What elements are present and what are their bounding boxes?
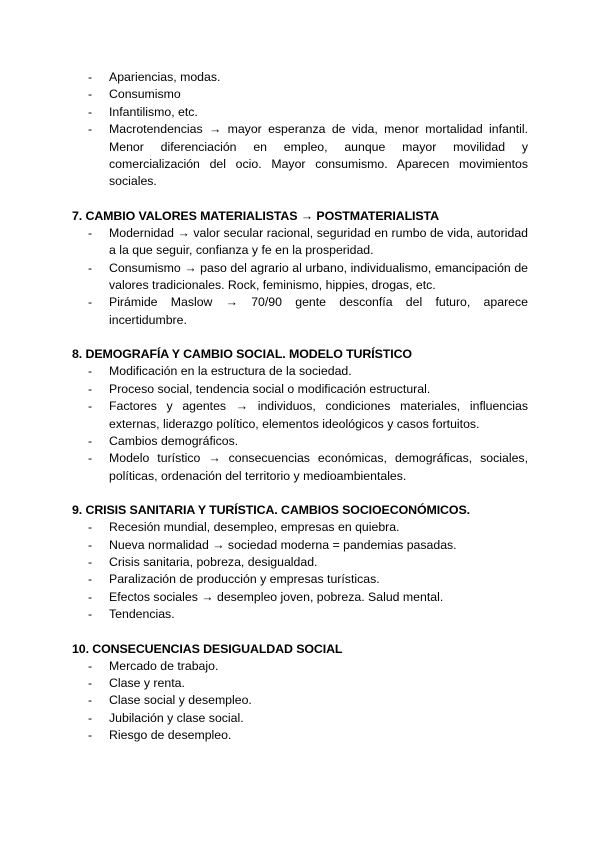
- list-item-text: Modificación en la estructura de la sociedad.: [109, 364, 352, 379]
- list-item-text: Modelo turístico → consecuencias económicas, demográficas, sociales, políticas, ordenación del territorio y medioambientales.: [109, 451, 528, 483]
- list-item: [72, 675, 528, 692]
- bullet-dash: -: [88, 87, 93, 102]
- bullet-dash: -: [88, 572, 93, 587]
- bullet-dash: -: [88, 607, 93, 622]
- list-item-text: Paralización de producción y empresas turísticas.: [109, 572, 380, 587]
- intro-list: [72, 69, 528, 191]
- bullet-dash: -: [88, 554, 93, 569]
- bullet-dash: -: [88, 451, 93, 466]
- list-item: [72, 519, 528, 536]
- list-item-text: Consumismo: [109, 87, 181, 102]
- list-item: [72, 727, 528, 744]
- bullet-dash: -: [88, 710, 93, 725]
- document-content: [72, 69, 528, 745]
- list-item: [72, 433, 528, 450]
- bullet-dash: -: [88, 70, 93, 84]
- list-item: [72, 589, 528, 606]
- list-item: [72, 450, 528, 485]
- list-item-text: Clase social y desempleo.: [109, 693, 252, 708]
- list-item-text: Clase y renta.: [109, 675, 185, 690]
- list-item: [72, 710, 528, 727]
- bullet-dash: -: [88, 520, 93, 535]
- bullet-dash: -: [88, 104, 93, 119]
- bullet-dash: -: [88, 433, 93, 448]
- list-item-text: Tendencias.: [109, 607, 175, 622]
- list-item: [72, 537, 528, 554]
- section-heading: 7. CAMBIO VALORES MATERIALISTAS → POSTMATERIALISTA: [72, 208, 439, 223]
- section-list: [72, 225, 528, 329]
- list-item-text: Recesión mundial, desempleo, empresas en quiebra.: [109, 520, 400, 535]
- list-item-text: Mercado de trabajo.: [109, 658, 219, 673]
- bullet-dash: -: [88, 260, 93, 275]
- list-item: [72, 381, 528, 398]
- list-item-text: Pirámide Maslow → 70/90 gente desconfía del futuro, aparece incertidumbre.: [109, 295, 528, 327]
- section-7: [72, 208, 528, 329]
- list-item-text: Proceso social, tendencia social o modificación estructural.: [109, 381, 431, 396]
- list-item-text: Riesgo de desempleo.: [109, 728, 232, 743]
- bullet-dash: -: [88, 122, 93, 137]
- bullet-dash: -: [88, 675, 93, 690]
- bullet-dash: -: [88, 589, 93, 604]
- list-item: [72, 104, 528, 121]
- list-item: [72, 692, 528, 709]
- list-item-text: Efectos sociales → desempleo joven, pobreza. Salud mental.: [109, 589, 444, 604]
- list-item: [72, 606, 528, 623]
- bullet-dash: -: [88, 537, 93, 552]
- list-item: [72, 121, 528, 191]
- list-item: [72, 363, 528, 380]
- list-item: [72, 658, 528, 675]
- section-10: [72, 641, 528, 745]
- list-item: [72, 294, 528, 329]
- bullet-dash: -: [88, 399, 93, 414]
- list-item: [72, 554, 528, 571]
- section-heading: 9. CRISIS SANITARIA Y TURÍSTICA. CAMBIOS SOCIOECONÓMICOS.: [72, 503, 470, 518]
- list-item-text: Modernidad → valor secular racional, seguridad en rumbo de vida, autoridad a la que seguir, confianza y fe en la prosperidad.: [109, 225, 528, 258]
- bullet-dash: -: [88, 381, 93, 396]
- section-8: [72, 346, 528, 485]
- list-item-text: Apariencias, modas.: [109, 70, 221, 84]
- section-heading: 8. DEMOGRAFÍA Y CAMBIO SOCIAL. MODELO TURÍSTICO: [72, 347, 412, 362]
- bullet-dash: -: [88, 658, 93, 673]
- bullet-dash: -: [88, 693, 93, 708]
- list-item: [72, 86, 528, 103]
- bullet-dash: -: [88, 225, 93, 240]
- list-item-text: Nueva normalidad → sociedad moderna = pandemias pasadas.: [109, 537, 457, 552]
- list-item-text: Infantilismo, etc.: [109, 104, 198, 119]
- list-item: [72, 571, 528, 588]
- list-item-text: Crisis sanitaria, pobreza, desigualdad.: [109, 554, 318, 569]
- bullet-dash: -: [88, 728, 93, 743]
- list-item-text: Macrotendencias → mayor esperanza de vida, menor mortalidad infantil. Menor diferenciación en empleo, aunque mayor movilidad y comercialización del ocio. Mayor consumismo. Aparecen movimientos sociales.: [109, 122, 528, 189]
- section-heading: 10. CONSECUENCIAS DESIGUALDAD SOCIAL: [72, 641, 343, 656]
- section-9: [72, 502, 528, 623]
- list-item: [72, 225, 528, 260]
- bullet-dash: -: [88, 295, 93, 310]
- list-item-text: Factores y agentes → individuos, condiciones materiales, influencias externas, liderazgo político, elementos ideológicos y casos fortuitos.: [109, 399, 528, 431]
- list-item: [72, 260, 528, 295]
- section-list: [72, 519, 528, 623]
- list-item-text: Consumismo → paso del agrario al urbano, individualismo, emancipación de valores tradicionales. Rock, feminismo, hippies, drogas, etc.: [109, 260, 528, 293]
- list-item-text: Cambios demográficos.: [109, 433, 239, 448]
- list-item: [72, 69, 528, 86]
- list-item: [72, 398, 528, 433]
- section-list: [72, 363, 528, 485]
- section-list: [72, 658, 528, 745]
- bullet-dash: -: [88, 364, 93, 379]
- list-item-text: Jubilación y clase social.: [109, 710, 244, 725]
